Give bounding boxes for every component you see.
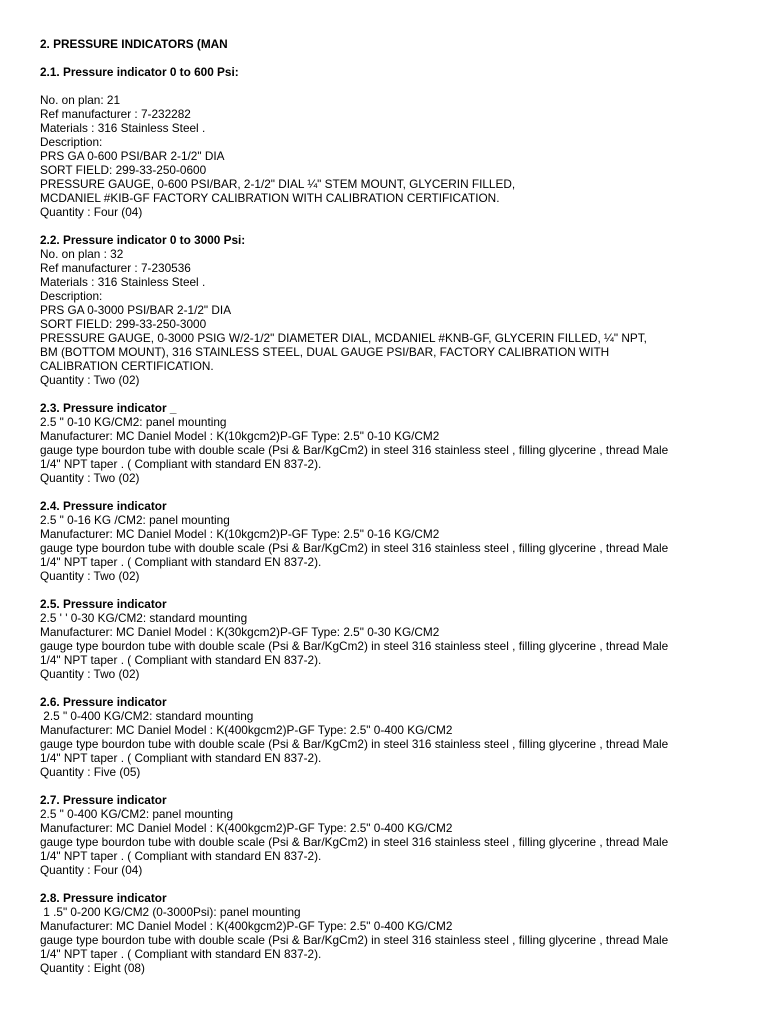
- section-title: 2.4. Pressure indicator: [40, 499, 167, 513]
- section-line: Quantity : Eight (08): [40, 961, 145, 975]
- spacer: [40, 51, 740, 65]
- section-line: Manufacturer: MC Daniel Model : K(400kgcm2)P-GF Type: 2.5" 0-400 KG/CM2: [40, 723, 453, 737]
- section-line: Materials : 316 Stainless Steel .: [40, 121, 206, 135]
- section-line: gauge type bourdon tube with double scale (Psi & Bar/KgCm2) in steel 316 stainless steel , filling glycerine , thread Male: [40, 541, 669, 555]
- section-line: BM (BOTTOM MOUNT), 316 STAINLESS STEEL, DUAL GAUGE PSI/BAR, FACTORY CALIBRATION WITH: [40, 345, 610, 359]
- section-line: 2.5 " 0-10 KG/CM2: panel mounting: [40, 415, 227, 429]
- section-line: 2.5 ' ' 0-30 KG/CM2: standard mounting: [40, 611, 248, 625]
- pressure-indicator-section: [40, 793, 740, 891]
- section-line: Materials : 316 Stainless Steel .: [40, 275, 206, 289]
- document-heading: 2. PRESSURE INDICATORS (MAN: [40, 37, 228, 51]
- section-line: 1/4" NPT taper . ( Compliant with standard EN 837-2).: [40, 457, 322, 471]
- document-page: [40, 37, 740, 975]
- section-line: 2.5 " 0-16 KG /CM2: panel mounting: [40, 513, 230, 527]
- section-line: CALIBRATION CERTIFICATION.: [40, 359, 214, 373]
- section-title: 2.2. Pressure indicator 0 to 3000 Psi:: [40, 233, 246, 247]
- spacer: [40, 779, 740, 793]
- section-line: No. on plan : 32: [40, 247, 124, 261]
- pressure-indicator-section: [40, 891, 740, 975]
- section-line: Ref manufacturer : 7-232282: [40, 107, 191, 121]
- section-title: 2.7. Pressure indicator: [40, 793, 167, 807]
- section-title: 2.8. Pressure indicator: [40, 891, 167, 905]
- section-line: Manufacturer: MC Daniel Model : K(10kgcm2)P-GF Type: 2.5" 0-10 KG/CM2: [40, 429, 440, 443]
- section-line: PRESSURE GAUGE, 0-3000 PSIG W/2-1/2" DIAMETER DIAL, MCDANIEL #KNB-GF, GLYCERIN FILLED, ¼" NPT,: [40, 331, 647, 345]
- section-line: MCDANIEL #KIB-GF FACTORY CALIBRATION WITH CALIBRATION CERTIFICATION.: [40, 191, 500, 205]
- section-line: 1/4" NPT taper . ( Compliant with standard EN 837-2).: [40, 653, 322, 667]
- section-line: SORT FIELD: 299-33-250-3000: [40, 317, 207, 331]
- spacer: [40, 79, 740, 93]
- spacer: [40, 387, 740, 401]
- section-line: Manufacturer: MC Daniel Model : K(400kgcm2)P-GF Type: 2.5" 0-400 KG/CM2: [40, 919, 453, 933]
- section-line: Ref manufacturer : 7-230536: [40, 261, 191, 275]
- pressure-indicator-section: [40, 695, 740, 793]
- section-line: 2.5 " 0-400 KG/CM2: panel mounting: [40, 807, 234, 821]
- section-line: PRESSURE GAUGE, 0-600 PSI/BAR, 2-1/2" DIAL ¼" STEM MOUNT, GLYCERIN FILLED,: [40, 177, 516, 191]
- section-line: gauge type bourdon tube with double scale (Psi & Bar/KgCm2) in steel 316 stainless steel , filling glycerine , thread Male: [40, 835, 669, 849]
- section-line: Quantity : Five (05): [40, 765, 141, 779]
- section-line: Manufacturer: MC Daniel Model : K(400kgcm2)P-GF Type: 2.5" 0-400 KG/CM2: [40, 821, 453, 835]
- section-line: Quantity : Four (04): [40, 205, 143, 219]
- section-line: Quantity : Two (02): [40, 373, 140, 387]
- section-line: 1 .5" 0-200 KG/CM2 (0-3000Psi): panel mounting: [40, 905, 301, 919]
- section-line: SORT FIELD: 299-33-250-0600: [40, 163, 207, 177]
- section-title: 2.3. Pressure indicator _: [40, 401, 177, 415]
- pressure-indicator-section: [40, 401, 740, 499]
- section-line: No. on plan: 21: [40, 93, 121, 107]
- spacer: [40, 485, 740, 499]
- pressure-indicator-section: [40, 499, 740, 597]
- section-line: gauge type bourdon tube with double scale (Psi & Bar/KgCm2) in steel 316 stainless steel , filling glycerine , thread Male: [40, 933, 669, 947]
- section-line: 1/4" NPT taper . ( Compliant with standard EN 837-2).: [40, 751, 322, 765]
- section-line: PRS GA 0-3000 PSI/BAR 2-1/2" DIA: [40, 303, 232, 317]
- pressure-indicator-section: [40, 597, 740, 695]
- section-line: Manufacturer: MC Daniel Model : K(30kgcm2)P-GF Type: 2.5" 0-30 KG/CM2: [40, 625, 440, 639]
- sections-container: [40, 65, 740, 975]
- section-line: PRS GA 0-600 PSI/BAR 2-1/2" DIA: [40, 149, 225, 163]
- spacer: [40, 219, 740, 233]
- section-line: gauge type bourdon tube with double scale (Psi & Bar/KgCm2) in steel 316 stainless steel , filling glycerine , thread Male: [40, 737, 669, 751]
- section-title: 2.5. Pressure indicator: [40, 597, 167, 611]
- section-title: 2.6. Pressure indicator: [40, 695, 167, 709]
- section-line: 1/4" NPT taper . ( Compliant with standard EN 837-2).: [40, 947, 322, 961]
- spacer: [40, 681, 740, 695]
- section-line: gauge type bourdon tube with double scale (Psi & Bar/KgCm2) in steel 316 stainless steel , filling glycerine , thread Male: [40, 639, 669, 653]
- section-line: Quantity : Four (04): [40, 863, 143, 877]
- section-line: Quantity : Two (02): [40, 667, 140, 681]
- section-line: 1/4" NPT taper . ( Compliant with standard EN 837-2).: [40, 555, 322, 569]
- section-line: Description:: [40, 289, 103, 303]
- pressure-indicator-section: [40, 65, 740, 233]
- spacer: [40, 877, 740, 891]
- section-line: 1/4" NPT taper . ( Compliant with standard EN 837-2).: [40, 849, 322, 863]
- section-line: 2.5 " 0-400 KG/CM2: standard mounting: [40, 709, 254, 723]
- spacer: [40, 583, 740, 597]
- section-line: gauge type bourdon tube with double scale (Psi & Bar/KgCm2) in steel 316 stainless steel , filling glycerine , thread Male: [40, 443, 669, 457]
- section-line: Description:: [40, 135, 103, 149]
- section-line: Manufacturer: MC Daniel Model : K(10kgcm2)P-GF Type: 2.5" 0-16 KG/CM2: [40, 527, 440, 541]
- section-line: Quantity : Two (02): [40, 471, 140, 485]
- section-line: Quantity : Two (02): [40, 569, 140, 583]
- pressure-indicator-section: [40, 233, 740, 401]
- section-title: 2.1. Pressure indicator 0 to 600 Psi:: [40, 65, 239, 79]
